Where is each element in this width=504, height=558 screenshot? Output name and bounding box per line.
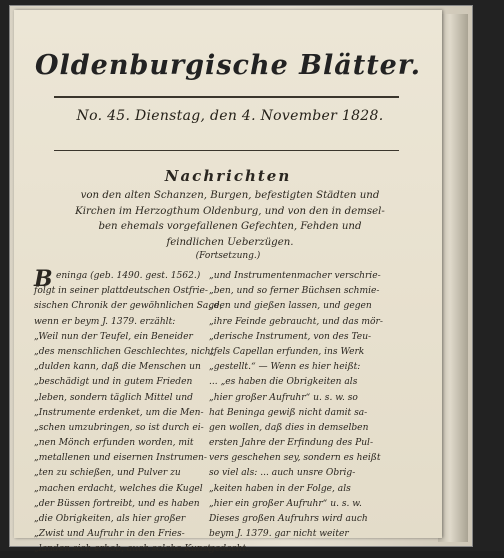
masthead-title: Oldenburgische Blätter.: [34, 50, 422, 81]
text-line: „der Büssen fortreibt, und es haben: [34, 498, 200, 509]
text-line: vers geschehen sey, sondern es heißt: [209, 453, 381, 464]
text-line: „hier ein großer Aufruhr“ u. s. w.: [209, 498, 362, 509]
text-line: gen wollen, daß dies in demselben: [209, 422, 369, 433]
text-line: ersten Jahre der Erfindung des Pul-: [209, 438, 374, 449]
subtitle-line: feindlichen Ueberzügen.: [166, 236, 294, 248]
text-line: „derische Instrument, von des Teu-: [209, 331, 372, 342]
text-line: „fels Capellan erfunden, ins Werk: [209, 346, 365, 357]
text-line: „ten zu schießen, und Pulver zu: [34, 468, 181, 479]
drop-cap: B: [34, 266, 53, 292]
text-line: „dulden kann, daß die Menschen un: [34, 362, 201, 373]
text-line: „beschädigt und in gutem Frieden: [34, 377, 193, 388]
text-line: „Instrumente erdenket, um die Men-: [34, 407, 204, 418]
text-line: ... „es haben die Obrigkeiten als: [209, 377, 358, 388]
page-edges: [438, 14, 468, 542]
text-line: Dieses großen Aufruhrs wird auch: [209, 514, 368, 524]
text-line: so viel als: ... auch unsre Obrig-: [209, 468, 356, 479]
newspaper-page: [14, 10, 442, 555]
subtitle-line: Kirchen im Herzogthum Oldenburg, und von den in demsel-: [75, 205, 385, 217]
text-line: „leben, sondern täglich Mittel und: [34, 392, 193, 403]
text-line: „landen sich erhob, auch solche Kunst: [34, 544, 211, 555]
left-column: [34, 266, 223, 558]
text-line: „ben, und so ferner Büchsen schmie-: [209, 286, 380, 297]
text-line: gedacht.: [209, 544, 249, 555]
text-line: beym J. 1379. gar nicht weiter: [209, 529, 349, 540]
text-line: „die Obrigkeiten, als hier großer: [34, 514, 186, 524]
issue-line: No. 45. Dienstag, den 4. November 1828.: [76, 108, 384, 124]
masthead-rule: [54, 96, 399, 98]
article-subtitle: [46, 188, 414, 250]
text-line: „gestellt.“ — Wenn es hier heißt:: [209, 362, 361, 373]
text-line: „machen erdacht, welches die Kugel: [34, 483, 203, 494]
text-line: „metallenen und eisernen Instrumen-: [34, 453, 207, 464]
text-line: „Zwist und Aufruhr in den Fries-: [34, 529, 185, 540]
continued-note: (Fortsetzung.): [195, 251, 261, 261]
right-column: [209, 269, 383, 558]
text-line: „hier großer Aufruhr“ u. s. w. so: [209, 392, 358, 403]
text-line: „nen Mönch erfunden worden, mit: [34, 438, 194, 449]
text-line: eninga (geb. 1490. gest. 1562.): [56, 271, 201, 281]
article-heading: Nachrichten: [164, 167, 292, 185]
text-line: „ihre Feinde gebraucht, und das mör-: [209, 316, 383, 327]
text-line: sischen Chronik der gewöhnlichen Sage,: [34, 301, 223, 312]
text-line: „Weil nun der Teufel, ein Beneider: [34, 331, 193, 342]
issue-rule: [54, 150, 399, 151]
text-line: „des menschlichen Geschlechtes, nicht: [34, 346, 215, 357]
text-line: „schen umzubringen, so ist durch ei-: [34, 422, 204, 433]
text-line: wenn er beym J. 1379. erzählt:: [34, 316, 176, 327]
text-line: „und Instrumentenmacher verschrie-: [209, 271, 381, 281]
text-line: folgt in seiner plattdeutschen Ostfrie-: [34, 286, 208, 297]
text-line: „den und gießen lassen, und gegen: [209, 301, 372, 312]
subtitle-line: ben ehemals vorgefallenen Gefechten, Fehden und: [98, 221, 362, 232]
subtitle-line: von den alten Schanzen, Burgen, befestigten Städten und: [80, 190, 380, 201]
text-line: hat Beninga gewiß nicht damit sa-: [209, 407, 368, 418]
text-line: „keiten haben in der Folge, als: [209, 483, 351, 494]
